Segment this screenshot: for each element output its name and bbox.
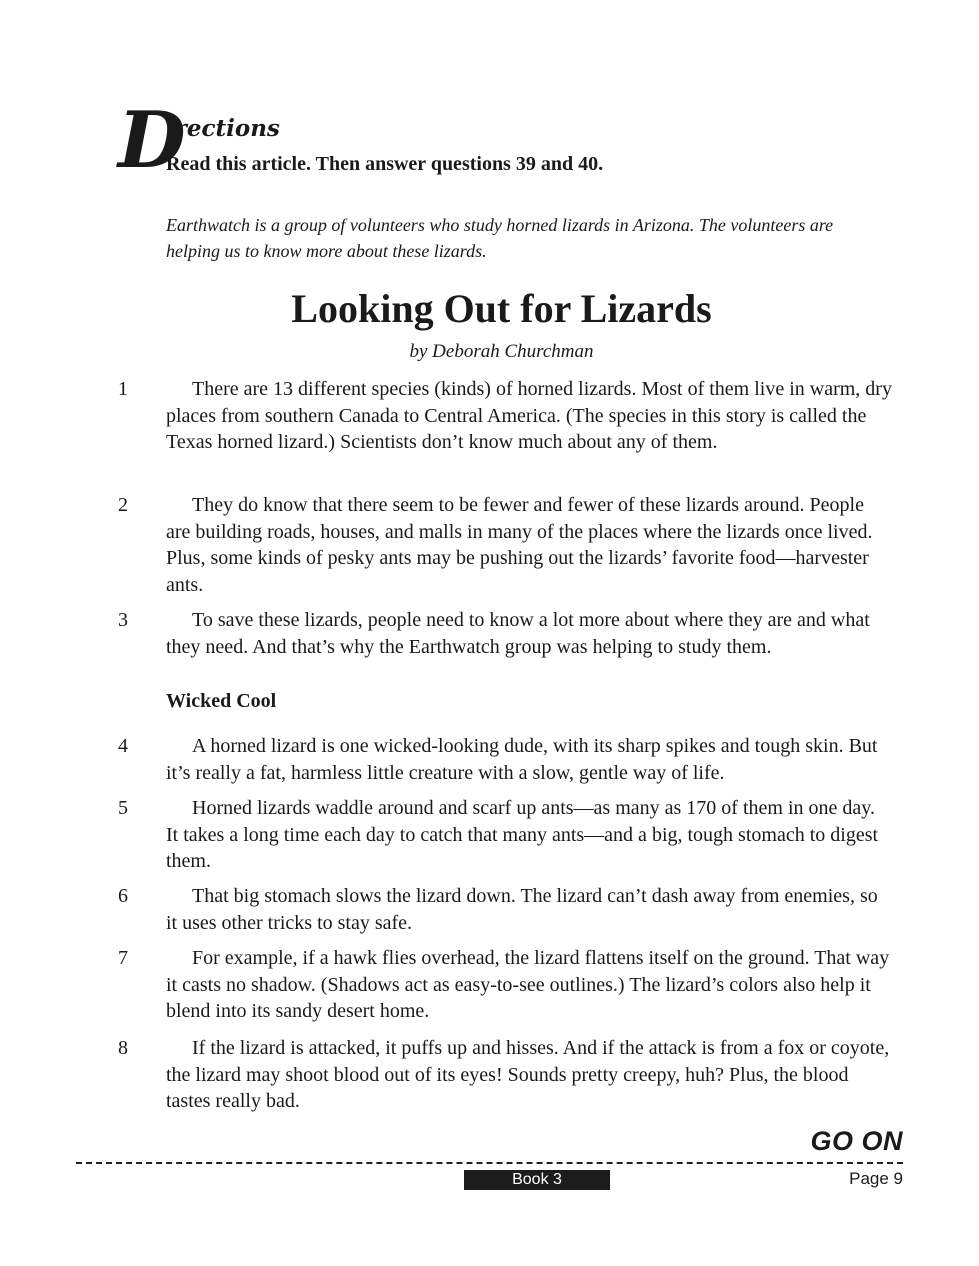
paragraph-text: That big stomach slows the lizard down. The lizard can’t dash away from enemies, so it uses other tricks to stay safe.	[166, 885, 878, 934]
paragraph-4	[118, 733, 892, 786]
article-intro: Earthwatch is a group of volunteers who study horned lizards in Arizona. The volunteers are helping us to know more about these lizards.	[166, 215, 834, 261]
paragraph-number: 5	[118, 797, 128, 819]
paragraph-number: 8	[118, 1037, 128, 1059]
article-byline: by Deborah Churchman	[409, 341, 594, 362]
paragraph-2	[118, 492, 892, 598]
directions-drop-cap: D	[118, 95, 186, 186]
paragraph-number: 1	[118, 378, 128, 400]
paragraph-5	[118, 795, 892, 875]
paragraph-7	[118, 945, 892, 1025]
paragraph-text: If the lizard is attacked, it puffs up and hisses. And if the attack is from a fox or coyote, the lizard may shoot blood out of its eyes! Sounds pretty creepy, huh? Plus, the blood tastes really bad.	[166, 1037, 890, 1112]
paragraph-number: 4	[118, 735, 128, 757]
go-on-label: GO ON	[810, 1126, 903, 1156]
paragraph-text: Horned lizards waddle around and scarf up ants—as many as 170 of them in one day. It takes a long time each day to catch that many ants—and a big, tough stomach to digest them.	[166, 797, 879, 872]
article-title: Looking Out for Lizards	[291, 286, 712, 331]
paragraph-number: 3	[118, 609, 128, 631]
directions-block	[118, 95, 878, 186]
section-heading: Wicked Cool	[166, 690, 277, 712]
paragraph-3	[118, 607, 892, 660]
directions-instruction: Read this article. Then answer questions 39 and 40.	[166, 153, 604, 175]
paragraph-number: 7	[118, 947, 128, 969]
paragraph-8	[118, 1035, 892, 1115]
paragraph-text: There are 13 different species (kinds) of horned lizards. Most of them live in warm, dry places from southern Canada to Central America. (The species in this story is called the Texas horned lizard.) Scientists don’t know much about any of them.	[166, 378, 892, 453]
paragraph-text: For example, if a hawk flies overhead, the lizard flattens itself on the ground. That way it casts no shadow. (Shadows act as easy-to-see outlines.) The lizard’s colors also help it blend into its sandy desert home.	[166, 947, 890, 1022]
paragraph-text: A horned lizard is one wicked-looking dude, with its sharp spikes and tough skin. But it’s really a fat, harmless little creature with a slow, gentle way of life.	[166, 735, 878, 784]
paragraph-text: They do know that there seem to be fewer and fewer of these lizards around. People are building roads, houses, and malls in many of the places where the lizards once lived. Plus, some kinds of pesky ants may be pushing out the lizards’ favorite food—harvester ants.	[166, 494, 873, 596]
paragraph-text: To save these lizards, people need to know a lot more about where they are and what they need. And that’s why the Earthwatch group was helping to study them.	[166, 609, 870, 658]
paragraph-number: 2	[118, 494, 128, 516]
footer-divider	[76, 1162, 903, 1164]
directions-heading: irections	[166, 115, 280, 142]
page-number: Page 9	[849, 1169, 903, 1188]
paragraph-number: 6	[118, 885, 128, 907]
paragraph-6	[118, 883, 892, 936]
paragraph-1	[118, 376, 892, 456]
book-label: Book 3	[464, 1170, 610, 1190]
